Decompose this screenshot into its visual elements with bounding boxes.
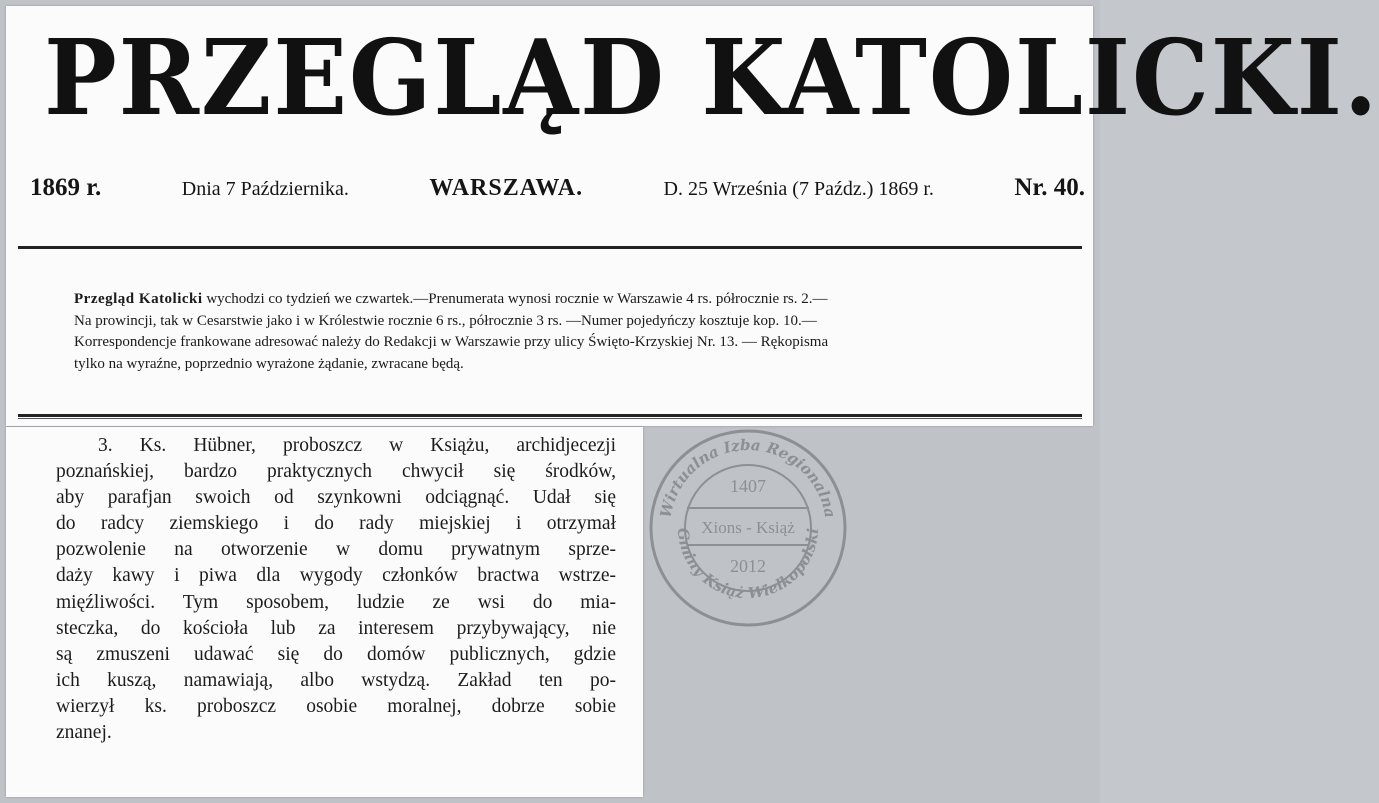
dateline-city: WARSZAWA.	[429, 175, 584, 201]
stamp-ring-bottom-text: Gminy Książ Wielkopolski	[673, 527, 823, 603]
article-line: pozwolenie na otworzenie w domu prywatnym sprze-	[56, 539, 616, 561]
dateline-year: 1869 r.	[30, 174, 102, 201]
subscription-notice	[74, 289, 1074, 375]
header-rule-top	[18, 246, 1082, 249]
article-line: do radcy ziemskiego i do rady miejskiej i otrzymał	[56, 513, 616, 535]
dateline	[30, 174, 1085, 214]
article-line: 3. Ks. Hübner, proboszcz w Książu, archidjecezji	[98, 435, 616, 456]
stamp-year-bottom: 2012	[730, 556, 766, 576]
article-line: wierzył ks. proboszcz osobie moralnej, dobrze sobie	[56, 695, 616, 717]
article-line: steczka, do kościoła lub za interesem przybywający, nie	[56, 617, 616, 639]
header-rule-bottom	[18, 414, 1082, 417]
article-line: aby parafjan swoich od szynkowni odciągnąć. Udał się	[56, 487, 616, 509]
notice-line: tylko na wyraźne, poprzednio wyrażone żądanie, zwracane będą.	[74, 355, 464, 372]
masthead-title: PRZEGLĄD KATOLICKI.	[44, 16, 1379, 139]
stamp-center-text: Xions - Książ	[701, 518, 795, 537]
stamp-ring-top-text: Wirtualna Izba Regionalna	[656, 435, 840, 520]
article-line: znanej.	[56, 722, 112, 744]
notice-line: Korrespondencje frankowane adresować należy do Redakcji w Warszawie przy ulicy Święto-Krzyskiej Nr. 13. — Rękopisma	[74, 334, 829, 350]
header-rule-bottom-thin	[18, 418, 1082, 419]
article-line: są zmuszeni udawać się do domów publicznych, gdzie	[56, 643, 616, 665]
notice-title: Przegląd Katolicki	[74, 291, 203, 307]
dateline-date-old-style: D. 25 Września (7 Paźdz.) 1869 r.	[663, 178, 934, 200]
article-text	[56, 433, 616, 746]
article-clipping	[6, 427, 643, 797]
regional-archive-stamp	[648, 428, 848, 628]
newspaper-header-clipping	[6, 6, 1379, 426]
article-line: ich kuszą, namawiają, albo wstydzą. Zakład ten po-	[56, 669, 616, 691]
article-line: mięźliwości. Tym sposobem, ludzie ze wsi do mia-	[56, 591, 616, 613]
notice-line: Na prowincji, tak w Cesarstwie jako i w Królestwie rocznie 6 rs., półrocznie 3 rs. —Numer pojedyńczy kosztuje kop. 10.—	[74, 312, 817, 329]
notice-line: Przegląd Katolicki wychodzi co tydzień we czwartek.—Prenumerata wynosi rocznie w Warszawie 4 rs. półrocznie rs. 2.—	[74, 291, 828, 307]
dateline-date: Dnia 7 Października.	[181, 178, 349, 200]
article-line: daży kawy i piwa dla wygody członków bractwa wstrze-	[56, 565, 616, 587]
issue-number: Nr. 40.	[1014, 174, 1085, 201]
article-line: poznańskiej, bardzo praktycznych chwycił się środków,	[56, 461, 616, 483]
stamp-year-top: 1407	[730, 476, 766, 496]
